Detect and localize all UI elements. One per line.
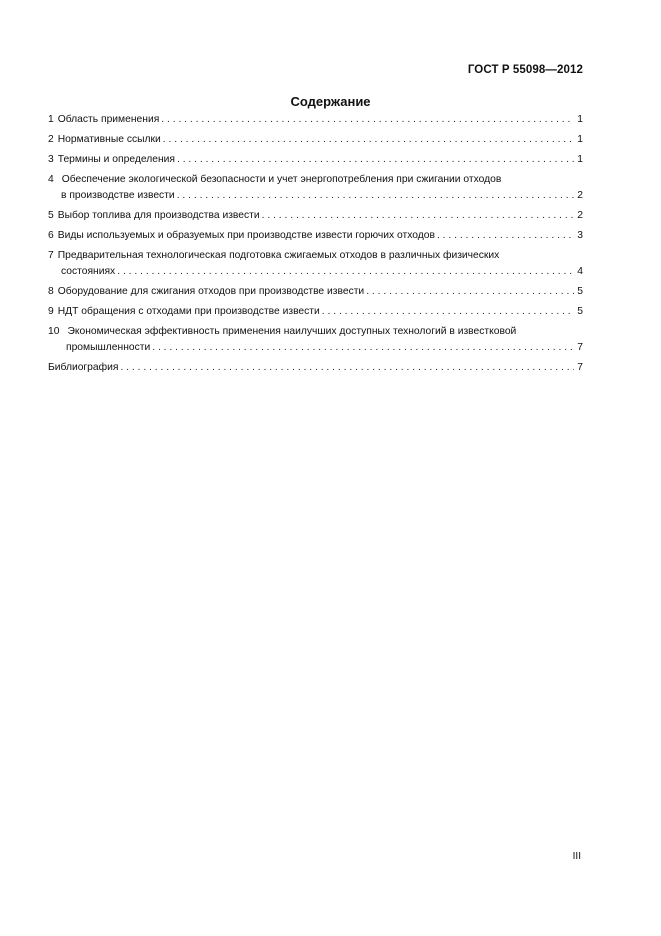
toc-entry-bibliography[interactable] (48, 360, 583, 376)
toc-entry-4[interactable] (48, 172, 583, 204)
toc-entry-page: 2 (577, 210, 583, 221)
toc-entry-number: 2 (48, 134, 54, 145)
toc-entry-page: 5 (577, 306, 583, 317)
toc-entry-title: Экономическая эффективность применения наилучших доступных технологий в известковой (67, 326, 517, 337)
toc-leader-dots (161, 112, 574, 128)
toc-entry-title: Предварительная технологическая подготовка сжигаемых отходов в различных физических (57, 250, 500, 261)
toc-entry-10[interactable] (48, 324, 583, 356)
toc-entry-3[interactable] (48, 152, 583, 168)
toc-leader-dots (322, 304, 574, 320)
toc-entry-title: НДТ обращения с отходами при производстве извести (57, 306, 320, 317)
toc-leader-dots (177, 188, 575, 204)
table-of-contents (48, 112, 583, 380)
toc-entry-page: 2 (577, 190, 583, 201)
toc-leader-dots (437, 228, 574, 244)
toc-entry-page: 5 (577, 286, 583, 297)
toc-entry-title-continued: промышленности (66, 342, 151, 353)
toc-entry-number: 4 (48, 174, 54, 185)
toc-entry-title: Выбор топлива для производства извести (57, 210, 260, 221)
toc-entry-page: 1 (577, 134, 583, 145)
page-number: III (572, 851, 581, 862)
toc-entry-number: 6 (48, 230, 54, 241)
toc-entry-5[interactable] (48, 208, 583, 224)
toc-entry-page: 1 (577, 154, 583, 165)
toc-leader-dots (152, 340, 574, 356)
toc-entry-number: 9 (48, 306, 54, 317)
toc-entry-title: Область применения (57, 114, 160, 125)
toc-entry-2[interactable] (48, 132, 583, 148)
toc-entry-7[interactable] (48, 248, 583, 280)
toc-leader-dots (163, 132, 574, 148)
toc-entry-title: Библиография (48, 362, 119, 373)
toc-entry-page: 1 (577, 114, 583, 125)
toc-entry-number: 10 (48, 326, 60, 337)
toc-entry-title: Виды используемых и образуемых при производстве извести горючих отходов (57, 230, 435, 241)
toc-entry-number: 3 (48, 154, 54, 165)
toc-entry-page: 7 (577, 342, 583, 353)
toc-leader-dots (366, 284, 574, 300)
toc-entry-number: 1 (48, 114, 54, 125)
document-code: ГОСТ Р 55098—2012 (467, 64, 583, 76)
toc-entry-title: Обеспечение экологической безопасности и учет энергопотребления при сжигании отходов (61, 174, 502, 185)
toc-entry-title: Оборудование для сжигания отходов при производстве извести (57, 286, 365, 297)
toc-entry-6[interactable] (48, 228, 583, 244)
toc-leader-dots (117, 264, 574, 280)
toc-leader-dots (177, 152, 574, 168)
toc-leader-dots (262, 208, 575, 224)
toc-entry-page: 7 (577, 362, 583, 373)
toc-entry-page: 3 (577, 230, 583, 241)
toc-entry-title: Термины и определения (57, 154, 175, 165)
toc-entry-title-continued: в производстве извести (61, 190, 175, 201)
toc-entry-number: 7 (48, 250, 54, 261)
toc-entry-number: 8 (48, 286, 54, 297)
toc-entry-8[interactable] (48, 284, 583, 300)
toc-entry-title-continued: состояниях (61, 266, 116, 277)
toc-leader-dots (120, 360, 574, 376)
toc-entry-title: Нормативные ссылки (57, 134, 161, 145)
toc-entry-page: 4 (577, 266, 583, 277)
toc-title: Содержание (290, 94, 371, 109)
toc-entry-1[interactable] (48, 112, 583, 128)
toc-entry-number: 5 (48, 210, 54, 221)
toc-entry-9[interactable] (48, 304, 583, 320)
